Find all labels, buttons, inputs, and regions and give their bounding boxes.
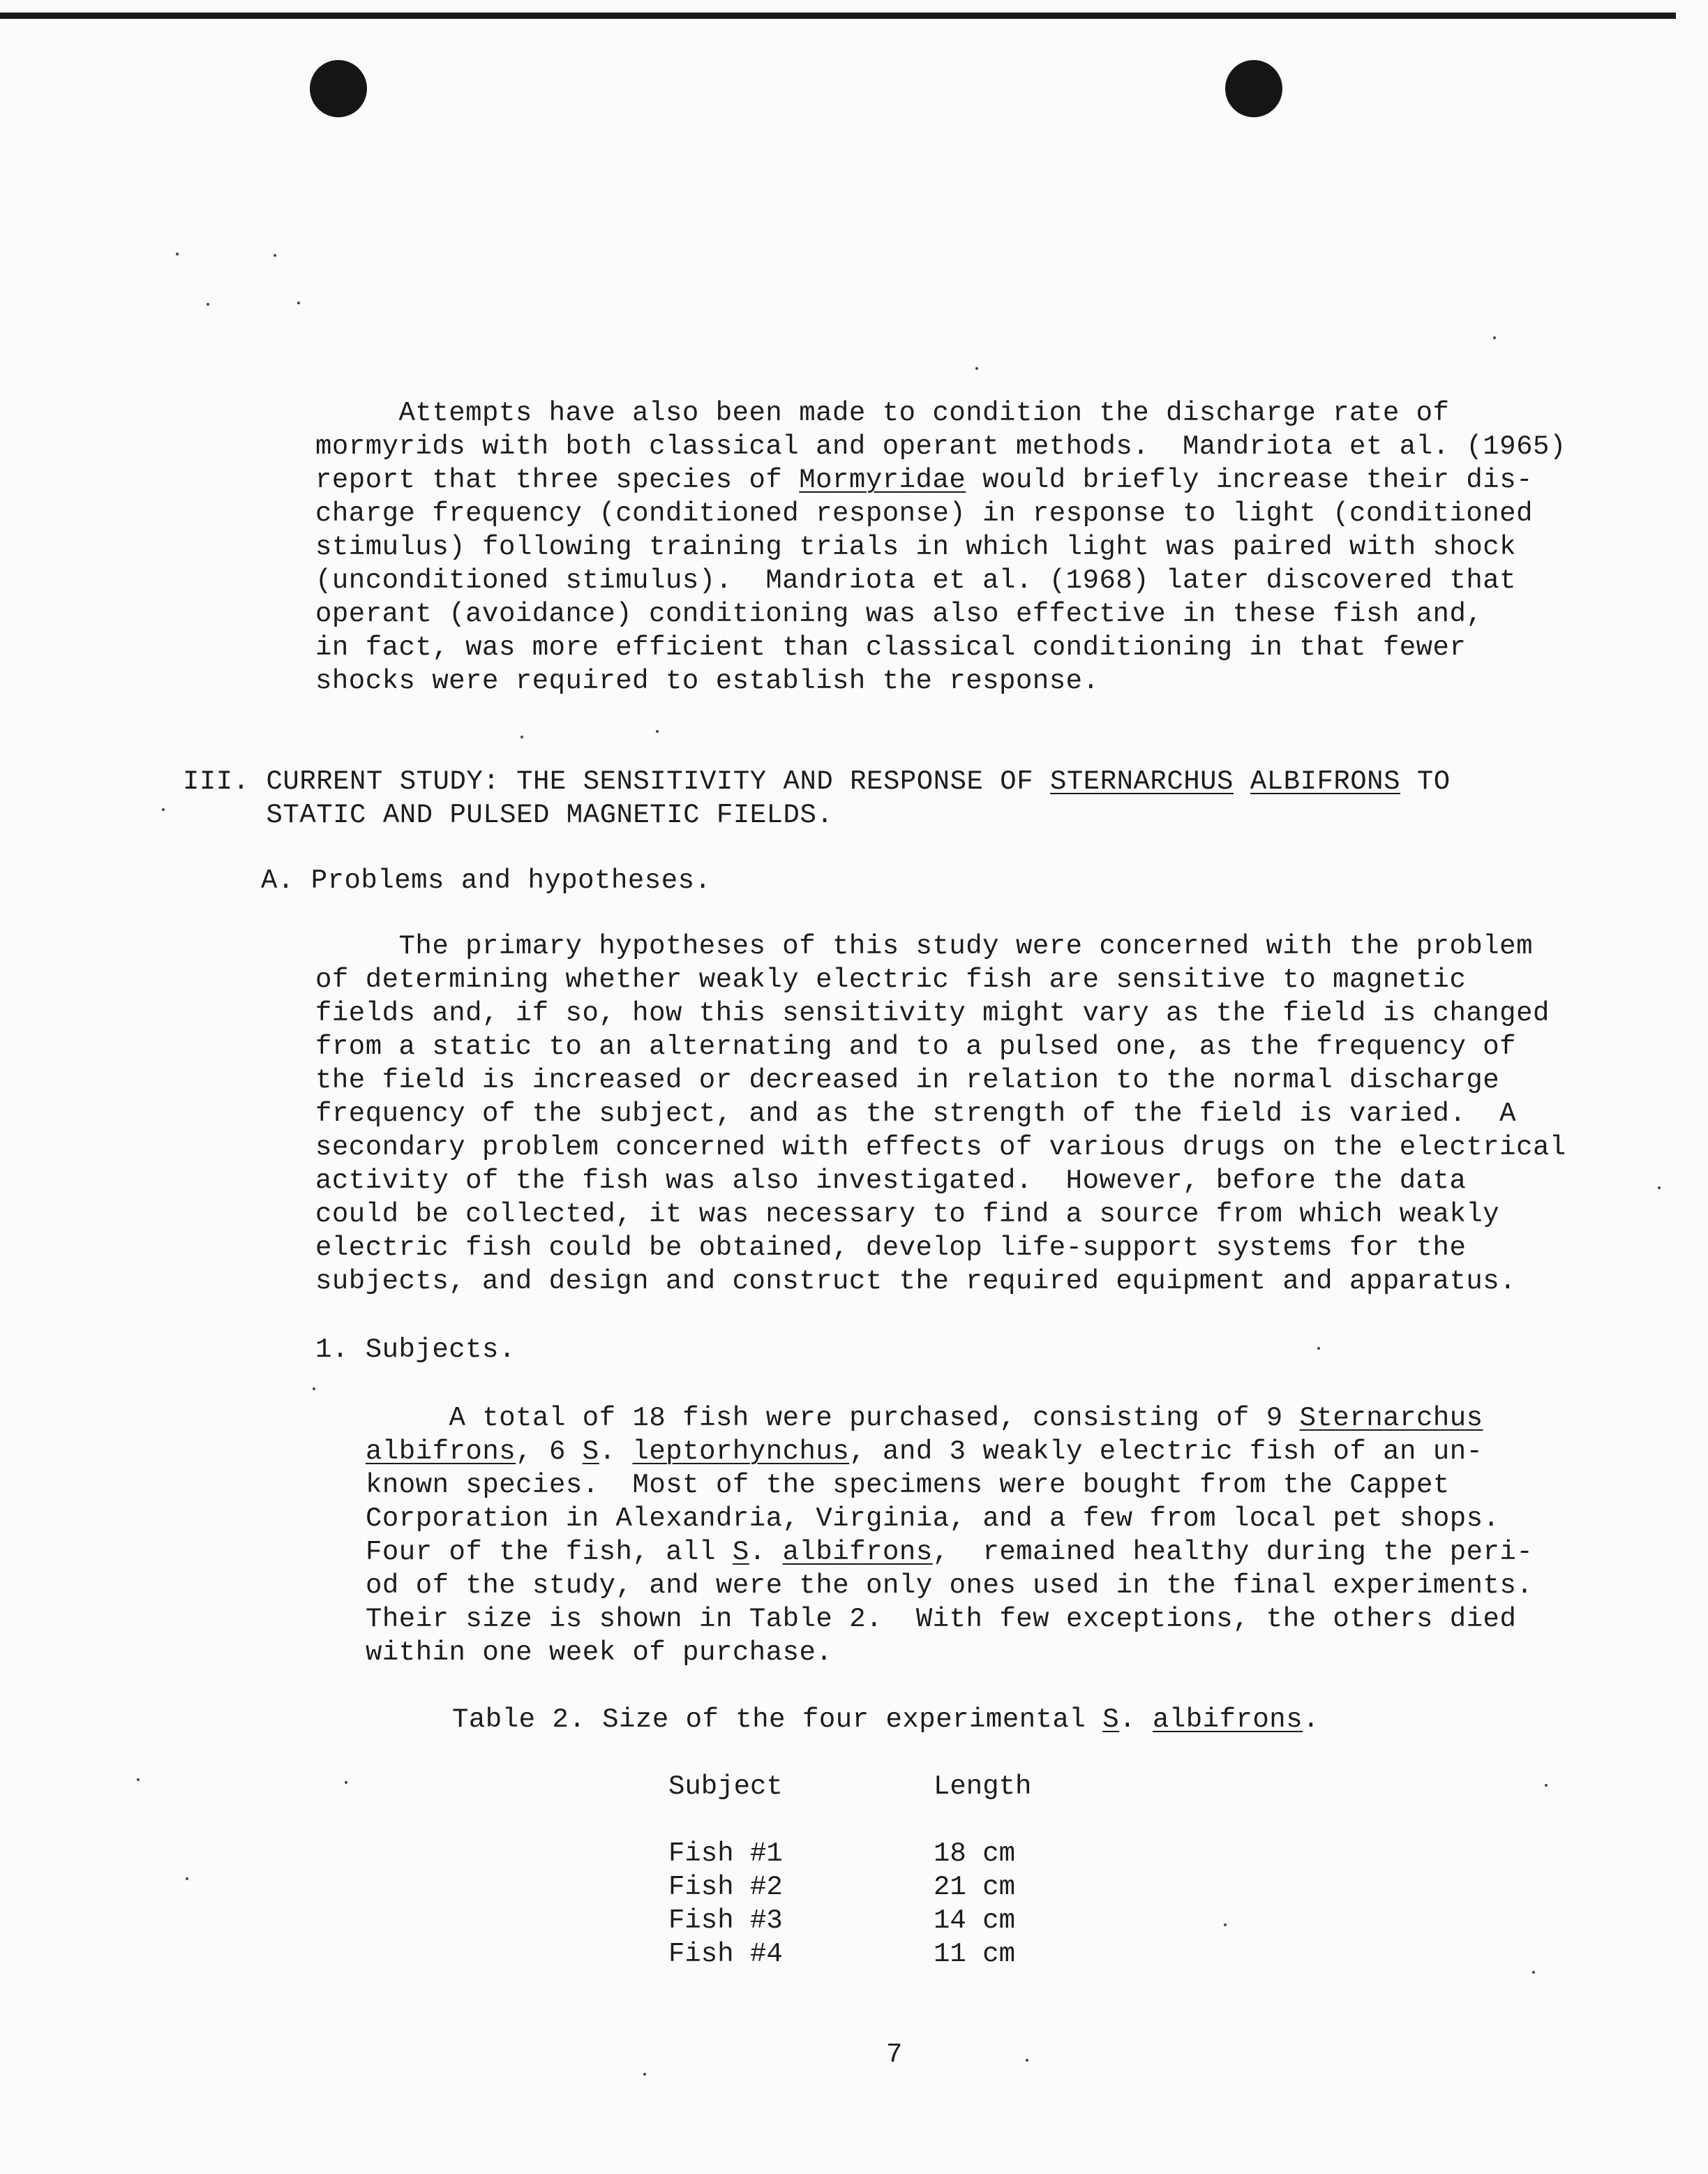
text-line: A total of 18 fish were purchased, consisting of 9 Sternarchus xyxy=(366,1403,1483,1434)
underlined-term: S xyxy=(582,1436,599,1467)
scan-speck xyxy=(520,736,523,738)
text-line: within one week of purchase. xyxy=(366,1637,833,1668)
text-line: activity of the fish was also investigated. However, before the data xyxy=(315,1166,1467,1196)
text-line: albifrons, 6 S. leptorhynchus, and 3 weakly electric fish of an un- xyxy=(366,1436,1483,1467)
text-line: report that three species of Mormyridae would briefly increase their dis- xyxy=(315,465,1533,496)
text-line: od of the study, and were the only ones used in the final experiments. xyxy=(366,1570,1534,1601)
scan-speck xyxy=(1532,1971,1535,1974)
text-line: stimulus) following training trials in which light was paired with shock xyxy=(315,532,1517,563)
text-line: Four of the fish, all S. albifrons, remained healthy during the peri- xyxy=(366,1537,1534,1568)
scan-speck xyxy=(1317,1347,1320,1350)
scan-speck xyxy=(975,367,978,370)
intro-paragraph xyxy=(315,396,1566,698)
text-line: shocks were required to establish the response. xyxy=(315,666,1100,697)
table-cell-length: 18 cm xyxy=(934,1838,1016,1869)
text-line: STATIC AND PULSED MAGNETIC FIELDS. xyxy=(183,800,834,831)
text-line: subjects, and design and construct the required equipment and apparatus. xyxy=(315,1266,1517,1297)
table-row xyxy=(668,1904,1031,1937)
text-line: operant (avoidance) conditioning was also effective in these fish and, xyxy=(315,599,1483,630)
scan-speck xyxy=(1026,2059,1028,2062)
table-cell-length: 11 cm xyxy=(934,1939,1016,1970)
scan-speck xyxy=(1545,1784,1548,1787)
scan-speck xyxy=(1224,1923,1227,1926)
scan-speck xyxy=(274,254,276,257)
table-cell-subject: Fish #1 xyxy=(668,1838,783,1869)
underlined-term: STERNARCHUS xyxy=(1050,766,1234,797)
hypotheses-paragraph xyxy=(315,930,1566,1298)
table-row xyxy=(668,1870,1031,1904)
text-line: Their size is shown in Table 2. With few exceptions, the others died xyxy=(366,1604,1517,1635)
underlined-term: ALBIFRONS xyxy=(1250,766,1400,797)
table-row xyxy=(668,1837,1031,1870)
text-line: known species. Most of the specimens were bought from the Cappet xyxy=(366,1470,1450,1501)
section-title xyxy=(183,765,1451,832)
scan-speck xyxy=(345,1781,347,1784)
table-header-length: Length xyxy=(934,1771,1032,1802)
scan-speck xyxy=(176,253,179,255)
text-line: of determining whether weakly electric fish are sensitive to magnetic xyxy=(315,965,1467,995)
scan-speck xyxy=(1658,1186,1661,1189)
table-row xyxy=(668,1937,1031,1971)
underlined-term: albifrons xyxy=(1152,1704,1303,1735)
table-header-subject: Subject xyxy=(668,1771,783,1802)
text-line: frequency of the subject, and as the strength of the field is varied. A xyxy=(315,1099,1517,1129)
scan-speck xyxy=(137,1778,140,1781)
text-line: mormyrids with both classical and operant methods. Mandriota et al. (1965) xyxy=(315,431,1566,462)
text-line: Attempts have also been made to condition the discharge rate of xyxy=(315,398,1450,429)
underlined-term: albifrons xyxy=(366,1436,516,1467)
subsection-heading-a: A. Problems and hypotheses. xyxy=(261,865,712,896)
subjects-paragraph xyxy=(366,1401,1533,1669)
table-header-row xyxy=(668,1770,1031,1803)
scan-speck xyxy=(643,2073,646,2076)
binder-hole-left xyxy=(310,60,367,117)
scan-speck xyxy=(656,730,659,733)
text-line: Table 2. Size of the four experimental S. albifrons. xyxy=(452,1704,1320,1735)
text-line: fields and, if so, how this sensitivity might vary as the field is changed xyxy=(315,998,1550,1029)
scan-speck xyxy=(313,1387,315,1390)
text-line: Corporation in Alexandria, Virginia, and a few from local pet shops. xyxy=(366,1503,1500,1534)
scan-speck xyxy=(1493,336,1496,339)
subsection-heading-1: 1. Subjects. xyxy=(315,1334,516,1365)
text-line: (unconditioned stimulus). Mandriota et al. (1968) later discovered that xyxy=(315,565,1517,596)
scan-speck xyxy=(297,301,300,304)
page-number: 7 xyxy=(886,2039,903,2070)
underlined-term: S xyxy=(732,1537,749,1568)
text-line: III. CURRENT STUDY: THE SENSITIVITY AND RESPONSE OF STERNARCHUS ALBIFRONS TO xyxy=(183,766,1451,797)
binder-hole-right xyxy=(1225,60,1282,117)
underlined-term: S xyxy=(1102,1704,1120,1735)
table-cell-subject: Fish #4 xyxy=(668,1939,783,1970)
underlined-term: Sternarchus xyxy=(1299,1403,1483,1434)
underlined-term: Mormyridae xyxy=(799,465,966,496)
table-cell-length: 21 cm xyxy=(934,1872,1016,1903)
table-caption xyxy=(452,1703,1319,1736)
text-line: could be collected, it was necessary to find a source from which weakly xyxy=(315,1199,1500,1230)
scan-speck xyxy=(207,303,209,306)
text-line: secondary problem concerned with effects of various drugs on the electrical xyxy=(315,1132,1566,1163)
fish-size-table xyxy=(668,1770,1031,1971)
table-cell-subject: Fish #3 xyxy=(668,1905,783,1936)
scan-top-border xyxy=(0,13,1676,19)
scan-speck xyxy=(186,1877,188,1880)
table-cell-length: 14 cm xyxy=(934,1905,1016,1936)
text-line: the field is increased or decreased in relation to the normal discharge xyxy=(315,1065,1500,1096)
text-line: in fact, was more efficient than classical conditioning in that fewer xyxy=(315,632,1467,663)
text-line: electric fish could be obtained, develop life-support systems for the xyxy=(315,1233,1467,1263)
text-line: from a static to an alternating and to a pulsed one, as the frequency of xyxy=(315,1032,1517,1062)
text-line: The primary hypotheses of this study were concerned with the problem xyxy=(315,931,1533,962)
underlined-term: leptorhynchus xyxy=(632,1436,850,1467)
text-line: charge frequency (conditioned response) in response to light (conditioned xyxy=(315,498,1533,529)
table-cell-subject: Fish #2 xyxy=(668,1872,783,1903)
underlined-term: albifrons xyxy=(782,1537,933,1568)
scan-speck xyxy=(162,808,165,811)
